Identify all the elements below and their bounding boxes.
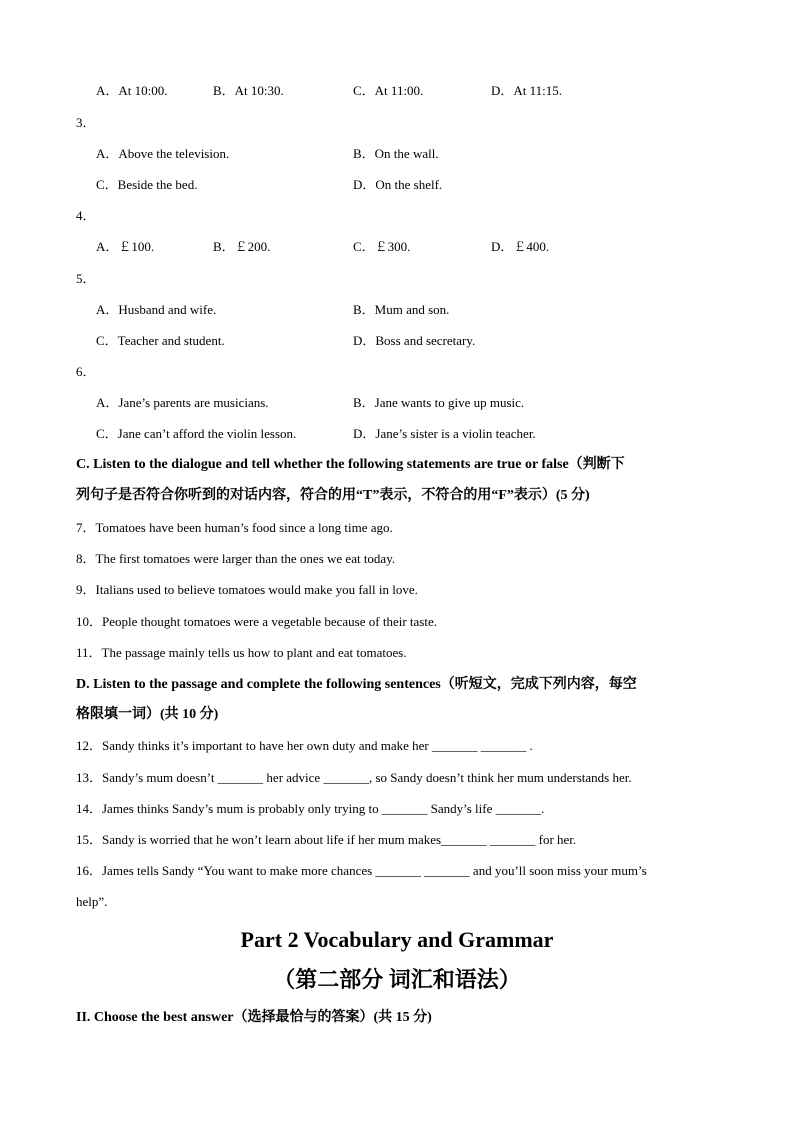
section-c-item-11: 11．The passage mainly tells us how to plant and eat tomatoes. — [76, 645, 407, 660]
section-c-item-7: 7．Tomatoes have been human’s food since a long time ago. — [76, 520, 393, 535]
section-c-heading-line2: 列句子是否符合你听到的对话内容，符合的用“T”表示，不符合的用“F”表示）(5 分) — [76, 488, 590, 503]
q5-option-b: B．Mum and son. — [353, 302, 450, 317]
q5-option-d: D．Boss and secretary. — [353, 333, 476, 348]
q4-number: 4． — [76, 208, 96, 223]
section-d-item-13: 13．Sandy’s mum doesn’t _______ her advice _______, so Sandy doesn’t think her mum understands her. — [76, 770, 632, 785]
part2-title-cn: （第二部分 词汇和语法） — [273, 967, 521, 992]
q4-option-c: C．￡300. — [353, 239, 411, 254]
q4-option-a: A．￡100. — [96, 239, 155, 254]
q4-option-d: D．￡400. — [491, 239, 550, 254]
part2-title-en: Part 2 Vocabulary and Grammar — [240, 927, 554, 952]
q2-option-c: C．At 11:00. — [353, 83, 424, 98]
q6-number: 6． — [76, 364, 96, 379]
q2-option-a: A．At 10:00. — [96, 83, 168, 98]
q3-option-d: D．On the shelf. — [353, 177, 443, 192]
q6-option-b: B．Jane wants to give up music. — [353, 395, 525, 410]
q3-option-c: C．Beside the bed. — [96, 177, 198, 192]
q6-option-a: A．Jane’s parents are musicians. — [96, 395, 269, 410]
section-d-heading-line2: 格限填一词）(共 10 分) — [76, 707, 219, 722]
q3-option-b: B．On the wall. — [353, 146, 439, 161]
q3-option-a: A．Above the television. — [96, 146, 230, 161]
section-d-item-12: 12．Sandy thinks it’s important to have her own duty and make her _______ _______ . — [76, 738, 533, 753]
section-d-item-14: 14．James thinks Sandy’s mum is probably only trying to _______ Sandy’s life _______. — [76, 801, 545, 816]
section-c-item-8: 8．The first tomatoes were larger than the ones we eat today. — [76, 551, 396, 566]
q5-number: 5． — [76, 271, 96, 286]
section-d-item-16: 16．James tells Sandy “You want to make more chances _______ _______ and you’ll soon miss your mum’s — [76, 863, 647, 878]
section-d-item-16-cont: help”. — [76, 894, 108, 909]
q6-option-c: C．Jane can’t afford the violin lesson. — [96, 426, 297, 441]
q3-number: 3． — [76, 115, 96, 130]
q5-option-a: A．Husband and wife. — [96, 302, 217, 317]
section-d-heading-line1: D. Listen to the passage and complete the following sentences（听短文，完成下列内容，每空 — [76, 677, 637, 692]
q5-option-c: C．Teacher and student. — [96, 333, 225, 348]
q4-option-b: B．￡200. — [213, 239, 271, 254]
section-c-item-10: 10．People thought tomatoes were a vegetable because of their taste. — [76, 614, 437, 629]
section-ii-heading: II. Choose the best answer（选择最恰与的答案）(共 15 分) — [76, 1010, 432, 1025]
q2-option-b: B．At 10:30. — [213, 83, 284, 98]
section-d-item-15: 15．Sandy is worried that he won’t learn about life if her mum makes_______ _______ for her. — [76, 832, 577, 847]
q2-option-d: D．At 11:15. — [491, 83, 563, 98]
section-c-heading-line1: C. Listen to the dialogue and tell whether the following statements are true or false（判断下 — [76, 457, 625, 472]
q6-option-d: D．Jane’s sister is a violin teacher. — [353, 426, 536, 441]
section-c-item-9: 9．Italians used to believe tomatoes would make you fall in love. — [76, 582, 418, 597]
